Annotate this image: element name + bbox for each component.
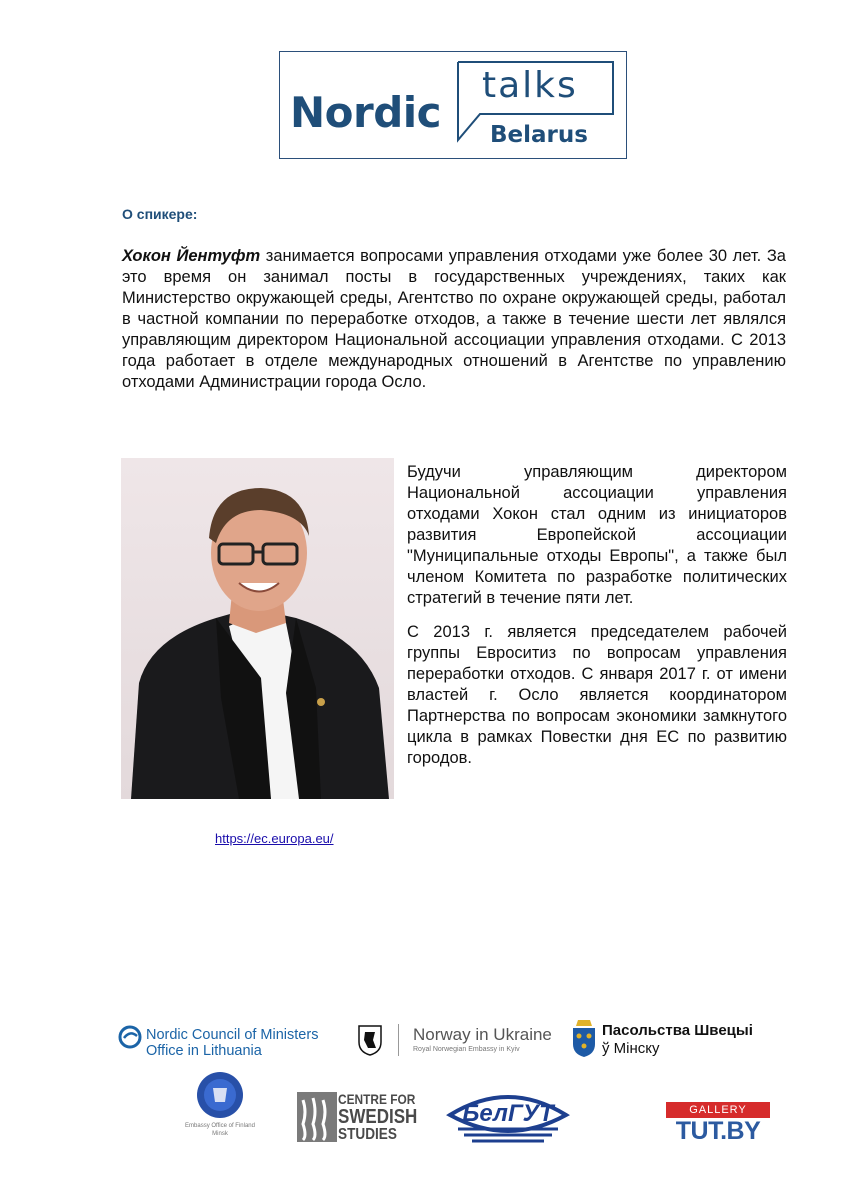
norway-lion-icon <box>356 1022 384 1056</box>
sweden-line2: ў Мінску <box>602 1040 660 1057</box>
css-line1: CENTRE FOR <box>338 1091 416 1107</box>
css-logo-text <box>338 1092 417 1143</box>
career-paragraph: Будучи управляющим директором Национальной ассоциации управления отходами Хокон стал одним из инициаторов развития Европейской ассоциации "Муниципальные отходы Европы", а также был членом Комитета по разработке политических стратегий в течение пяти лет. <box>407 463 787 607</box>
ncm-line1: Nordic Council of Ministers <box>146 1027 319 1043</box>
speaker-name: Хокон Йентуфт <box>122 247 261 265</box>
sweden-coat-of-arms-icon <box>570 1018 598 1058</box>
css-line3: STUDIES <box>338 1126 397 1143</box>
sweden-logo-text <box>602 1022 753 1058</box>
tutby-gallery-label: GALLERY <box>666 1102 770 1118</box>
finland-line1: Embassy Office of Finland <box>185 1123 255 1129</box>
sweden-line1: Пасольства Швецыі <box>602 1022 753 1039</box>
source-link[interactable]: https://ec.europa.eu/ <box>215 831 334 846</box>
logo-brand: Nordic <box>290 88 442 137</box>
eurocities-paragraph: С 2013 г. является председателем рабочей группы Евроситиз по вопросам управления переработки отходов. С января 2017 г. от имени властей г. Осло является координатором Партнерства по вопросам экономики замкнутого цикла в рамках Повестки дня ЕС по развитию городов. <box>407 623 787 767</box>
ncm-swan-icon <box>117 1024 143 1050</box>
css-line2: SWEDISH <box>338 1106 418 1128</box>
css-emblem-icon <box>297 1092 337 1142</box>
ncm-logo-text <box>146 1027 318 1059</box>
tutby-name: TUT.BY <box>675 1117 761 1145</box>
speaker-photo <box>121 458 394 799</box>
norway-subtitle: Royal Norwegian Embassy in Kyiv <box>413 1046 520 1053</box>
ncm-line2: Office in Lithuania <box>146 1043 262 1059</box>
finland-logo-text <box>170 1122 270 1138</box>
about-speaker-heading: О спикере: <box>122 206 198 222</box>
logo-region: Belarus <box>490 122 588 148</box>
norway-divider <box>398 1024 399 1056</box>
finland-embassy-emblem-icon <box>196 1070 244 1120</box>
finland-line2: Minsk <box>212 1131 228 1137</box>
intro-paragraph <box>122 246 786 393</box>
logo-product: talks <box>482 65 578 106</box>
norway-title: Norway in Ukraine <box>413 1025 552 1044</box>
intro-text: занимается вопросами управления отходами уже более 30 лет. За это время он занимал посты в государственных учреждениях, таких как Министерство окружающей среды, Агентство по охране окружающей среды, работал в частной компании по переработке отходов, а также в течение шести лет являлся управляющим директором Национальной ассоциации управления отходами. С 2013 года работает в отделе международных отношений в Агентстве по управлению отходами Администрации города Осло. <box>122 247 786 391</box>
belgut-name: БелГУТ <box>462 1100 554 1127</box>
